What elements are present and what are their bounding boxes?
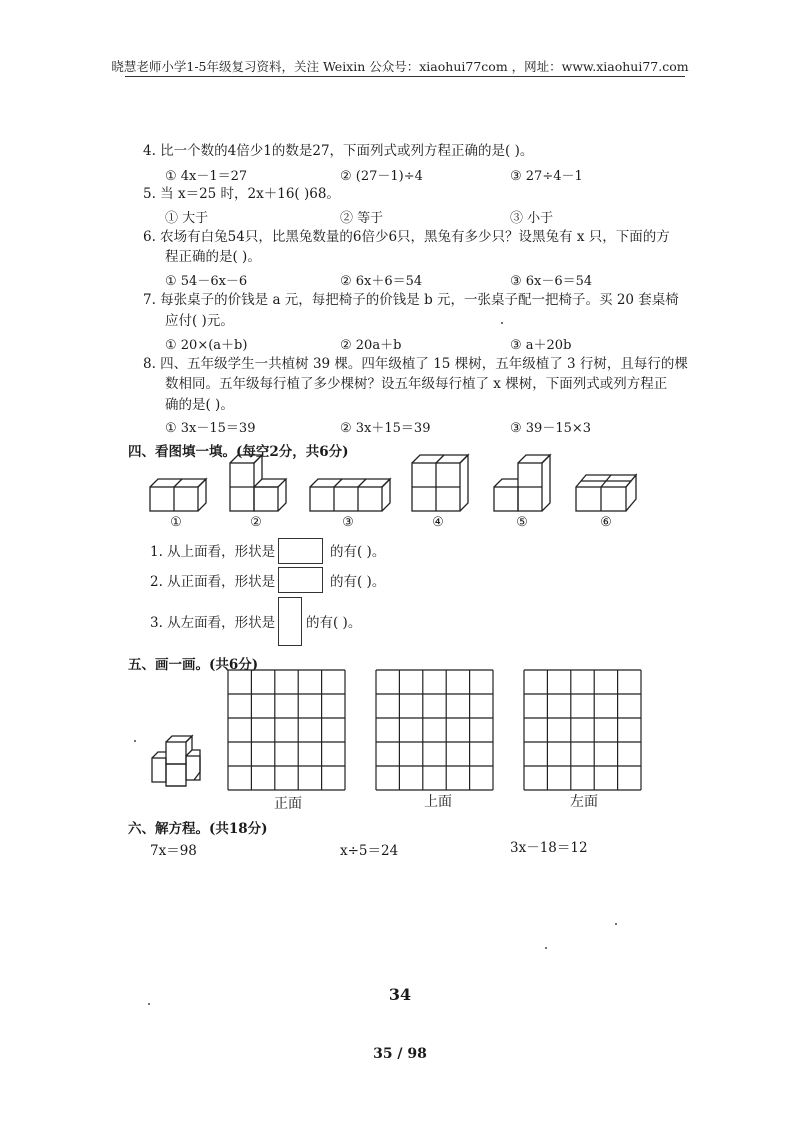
question-7-line-2: 应付( )元。: [165, 313, 234, 329]
s4-item-3-suffix: 的有( )。: [306, 615, 362, 631]
scan-speck: [134, 740, 136, 742]
q8-option-1: ① 3x－15＝39: [165, 421, 256, 436]
figure-3-label: ③: [342, 515, 354, 530]
grid-left-label: 左面: [570, 794, 598, 810]
s4-item-1-suffix: 的有( )。: [330, 544, 386, 560]
figure-2-label: ②: [250, 515, 262, 530]
q5-option-3: ③ 小于: [510, 211, 554, 226]
s4-item-2-suffix: 的有( )。: [330, 574, 386, 590]
section-6-title: 六、解方程。(共18分): [128, 821, 268, 837]
pdf-page-indicator: 35 / 98: [373, 1046, 427, 1062]
question-6-line-2: 程正确的是( )。: [165, 249, 261, 265]
question-8-line-2: 数相同。五年级每行植了多少棵树？设五年级每行植了 x 棵树，下面列式或列方程正: [165, 376, 668, 392]
grid-front-label: 正面: [274, 796, 302, 812]
figure-5-label: ⑤: [516, 515, 528, 530]
q5-option-2: ② 等于: [340, 211, 384, 226]
figure-6-label: ⑥: [600, 515, 612, 530]
q5-option-1: ① 大于: [165, 211, 209, 226]
figure-1-label: ①: [170, 515, 182, 530]
book-page-number: 34: [388, 985, 412, 1004]
question-4: 4. 比一个数的4倍少1的数是27，下面列式或列方程正确的是( )。: [143, 143, 534, 159]
page-header: 晓慧老师小学1-5年级复习资料，关注 Weixin 公众号：xiaohui77com ，网址：www.xiaohui77.com: [111, 59, 689, 74]
grid-top: [376, 670, 493, 790]
grid-top-label: 上面: [424, 794, 452, 810]
q6-option-2: ② 6x＋6＝54: [340, 274, 423, 289]
grid-front: [228, 670, 345, 790]
q8-option-2: ② 3x＋15＝39: [340, 421, 431, 436]
scan-speck: [615, 923, 617, 925]
scan-speck: [501, 322, 503, 324]
equation-2: x÷5＝24: [340, 843, 399, 859]
question-8-line-1: 8. 四、五年级学生一共植树 39 棵。四年级植了 15 棵树，五年级植了 3 行树，且每行的棵: [143, 356, 688, 372]
equation-1: 7x＝98: [150, 843, 197, 859]
q4-option-1: ① 4x－1＝27: [165, 169, 248, 184]
section-4-title: 四、看图填一填。(每空2分，共6分): [128, 444, 349, 460]
q7-option-3: ③ a＋20b: [510, 338, 572, 353]
equation-3: 3x－18＝12: [510, 840, 588, 856]
scan-speck: [148, 1003, 150, 1005]
q4-option-2: ② (27－1)÷4: [340, 169, 423, 184]
s4-item-2-prefix: 2. 从正面看，形状是: [150, 574, 276, 590]
q4-option-3: ③ 27÷4－1: [510, 169, 583, 184]
s4-item-1-prefix: 1. 从上面看，形状是: [150, 544, 276, 560]
question-7-line-1: 7. 每张桌子的价钱是 a 元，每把椅子的价钱是 b 元，一张桌子配一把椅子。买 20 套桌椅: [143, 292, 679, 308]
scan-speck: [545, 947, 547, 949]
q7-option-2: ② 20a＋b: [340, 338, 402, 353]
q6-option-1: ① 54－6x－6: [165, 274, 248, 289]
question-6-line-1: 6. 农场有白兔54只，比黑兔数量的6倍少6只，黑兔有多少只？设黑兔有 x 只，下面的方: [143, 229, 670, 245]
question-5: 5. 当 x＝25 时，2x＋16( )68。: [143, 186, 340, 202]
q8-option-3: ③ 39－15×3: [510, 421, 592, 436]
q7-option-1: ① 20×(a＋b): [165, 338, 248, 353]
q6-option-3: ③ 6x－6＝54: [510, 274, 593, 289]
grid-left: [524, 670, 641, 790]
question-8-line-3: 确的是( )。: [165, 397, 234, 413]
s4-item-3-prefix: 3. 从左面看，形状是: [150, 615, 276, 631]
section-5-title: 五、画一画。(共6分): [128, 657, 259, 673]
figure-4-label: ④: [432, 515, 444, 530]
